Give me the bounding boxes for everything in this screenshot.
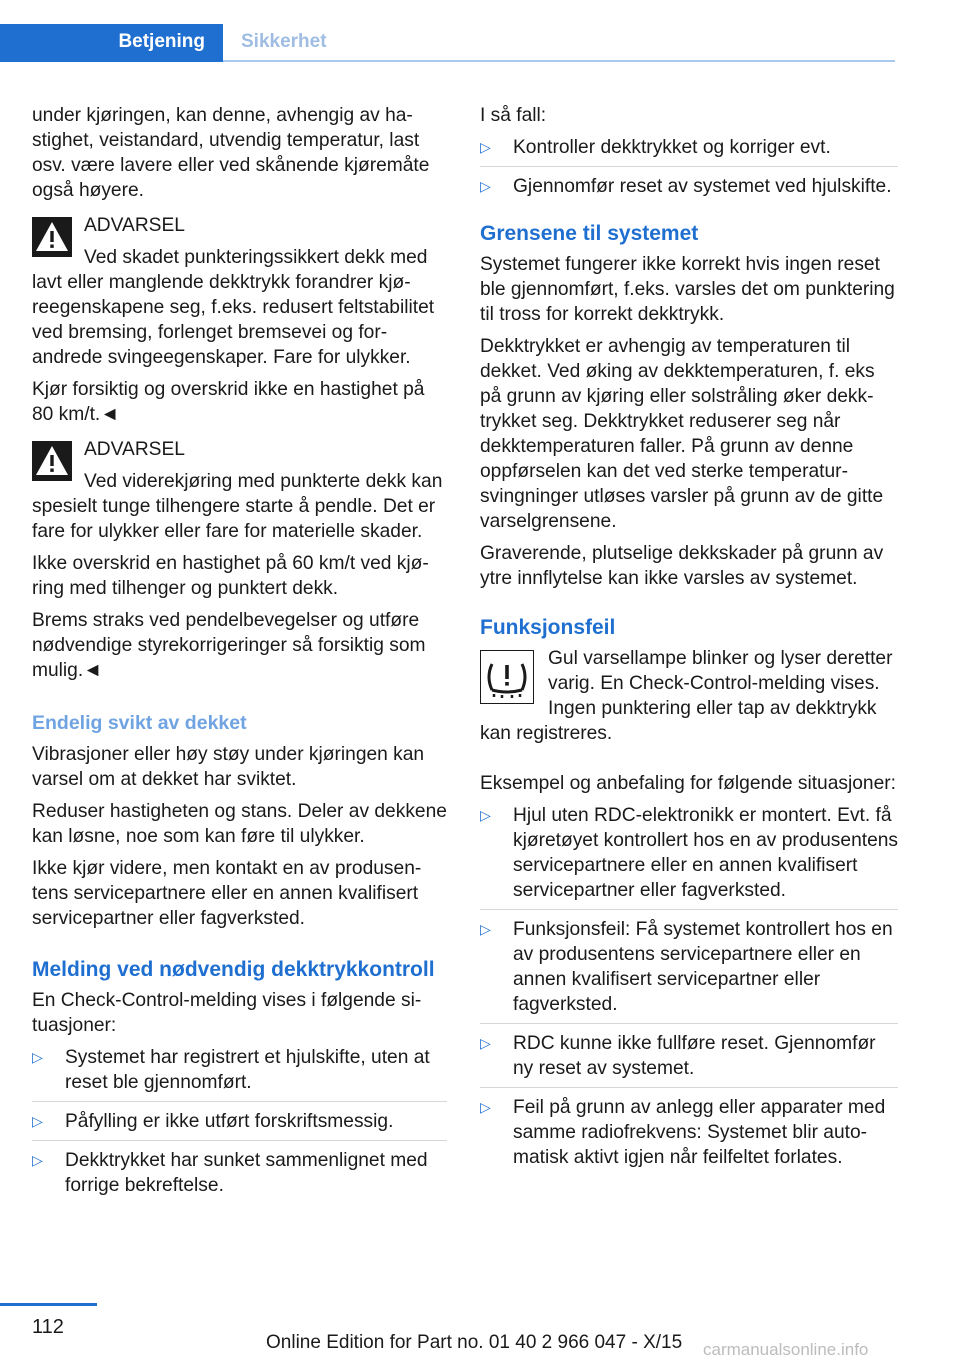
malfunction-heading: Funksjonsfeil xyxy=(480,616,616,639)
left-column xyxy=(32,103,447,1205)
limits-paragraph-3: Graverende, plutselige dekkskader på grunn av ytre innflytelse kan ikke varsles av systemet. xyxy=(480,543,884,589)
malfunction-text: Gul varsellampe blinker og lyser deretter varig. En Check-Control-melding vises. Ingen punktering eller tap av dekktrykk kan registreres. xyxy=(480,648,893,744)
edition-footer: Online Edition for Part no. 01 40 2 966 047 - X/15 xyxy=(266,1332,683,1353)
message-intro: En Check-Control-melding vises i følgende situasjoner: xyxy=(32,990,422,1036)
triangle-bullet-icon: ▷ xyxy=(480,1099,491,1115)
triangle-bullet-icon: ▷ xyxy=(480,921,491,937)
page-number: 112 xyxy=(32,1316,64,1338)
list-item: ▷ Påfylling er ikke utført forskriftsmessig. xyxy=(32,1109,447,1141)
failure-paragraph-2: Reduser hastigheten og stans. Deler av dekkene kan løsne, noe som kan føre til ulykker. xyxy=(32,801,447,847)
limits-paragraph-2: Dekktrykket er avhengig av temperaturen til dekket. Ved øking av dekktemperaturen, f. eks på grunn av kjøring eller solstråling øker dekktrykket seg. Dekktrykket reduserer seg når dekktemperaturen faller. På grunn av denne oppførselen kan det ved sterke temperatursvingninger utløses varsler på grunn av de gitte varselgrensene. xyxy=(480,336,884,532)
tab-sikkerhet-label: Sikkerhet xyxy=(241,31,327,52)
triangle-bullet-icon: ▷ xyxy=(480,139,491,155)
tire-pressure-warning-icon xyxy=(480,650,534,704)
triangle-bullet-icon: ▷ xyxy=(480,807,491,823)
failure-heading: Endelig svikt av dekket xyxy=(32,712,247,734)
warning-triangle-icon xyxy=(32,441,72,481)
tab-betjening[interactable] xyxy=(0,24,223,62)
triangle-bullet-icon: ▷ xyxy=(32,1152,43,1168)
case-intro: I så fall: xyxy=(480,105,547,126)
warning-triangle-icon xyxy=(32,217,72,257)
case-list xyxy=(480,135,898,199)
list-item: ▷ Hjul uten RDC-elektronikk er montert. Evt. få kjøretøyet kontrollert hos en av produsentens servicepartnere eller en annen kvalifisert servicepartner eller fagverksted. xyxy=(480,803,898,910)
triangle-bullet-icon: ▷ xyxy=(480,1035,491,1051)
example-list xyxy=(480,803,898,1170)
chapter-tab-bar xyxy=(0,24,895,62)
list-item: ▷ RDC kunne ikke fullføre reset. Gjennomfør ny reset av systemet. xyxy=(480,1031,898,1088)
right-column xyxy=(480,103,898,1177)
warning-2-text: Ved viderekjøring med punkterte dekk kan spesielt tunge tilhengere starte å pendle. Det er fare for ulykker eller fare for materielle skader. xyxy=(32,471,443,542)
warning-block-1 xyxy=(32,213,447,427)
warning-block-2 xyxy=(32,437,447,683)
triangle-bullet-icon: ▷ xyxy=(480,178,491,194)
failure-paragraph-3: Ikke kjør videre, men kontakt en av produsentens servicepartnere eller en annen kvalifisert servicepartner eller fagverksted. xyxy=(32,858,422,929)
list-item: ▷ Systemet har registrert et hjulskifte, uten at reset ble gjennomført. xyxy=(32,1045,447,1102)
triangle-bullet-icon: ▷ xyxy=(32,1113,43,1129)
warning-1-action: Kjør forsiktig og overskrid ikke en hastighet på 80 km/t.◄ xyxy=(32,379,425,425)
list-item: ▷ Dekktrykket har sunket sammenlignet med forrige bekreftelse. xyxy=(32,1150,428,1196)
list-item: ▷ Kontroller dekktrykket og korriger evt. xyxy=(480,135,898,167)
warning-1-text: Ved skadet punkteringssikkert dekk med lavt eller manglende dekktrykk forandrer kjøreegenskapene seg, f.eks. redusert feltstabilitet ved bremsing, forlenget bremsevei og forandrede svingeegenskaper. Fare for ulykker. xyxy=(32,247,435,368)
tab-sikkerhet[interactable] xyxy=(223,24,895,62)
example-intro: Eksempel og anbefaling for følgende situasjoner: xyxy=(480,773,896,794)
failure-paragraph-1: Vibrasjoner eller høy støy under kjøringen kan varsel om at dekket har sviktet. xyxy=(32,744,425,790)
warning-2-action-1: Ikke overskrid en hastighet på 60 km/t ved kjøring med tilhenger og punktert dekk. xyxy=(32,553,429,599)
limits-heading: Grensene til systemet xyxy=(480,222,699,245)
message-list xyxy=(32,1045,447,1198)
triangle-bullet-icon: ▷ xyxy=(32,1049,43,1065)
limits-paragraph-1: Systemet fungerer ikke korrekt hvis ingen reset ble gjennomført, f.eks. varsles det om punktering til tross for korrekt dekktrykk. xyxy=(480,254,895,325)
message-heading: Melding ved nødvendig dekktrykkontroll xyxy=(32,958,435,981)
tab-betjening-label: Betjening xyxy=(118,31,205,52)
intro-paragraph: under kjøringen, kan denne, avhengig av hastighet, veistandard, utvendig temperatur, last osv. være lavere eller ved skånende kjøremåte også høyere. xyxy=(32,105,430,201)
warning-2-label: ADVARSEL xyxy=(84,439,185,460)
warning-2-action-2: Brems straks ved pendelbevegelser og utføre nødvendige styrekorrigeringer så forsiktig som mulig.◄ xyxy=(32,610,426,681)
list-item: ▷ Funksjonsfeil: Få systemet kontrollert hos en av produsentens servicepartnere eller en annen kvalifisert servicepartner eller fagverksted. xyxy=(480,917,898,1024)
warning-1-label: ADVARSEL xyxy=(84,215,185,236)
watermark: carmanualsonline.info xyxy=(703,1340,869,1359)
footer-accent-line xyxy=(0,1303,97,1306)
malfunction-block xyxy=(480,646,898,753)
list-item: ▷ Feil på grunn av anlegg eller apparater med samme radiofrekvens: Systemet blir automatisk aktivt igjen når feilfeltet forlates. xyxy=(480,1097,886,1168)
list-item: ▷ Gjennomfør reset av systemet ved hjulskifte. xyxy=(480,176,892,197)
